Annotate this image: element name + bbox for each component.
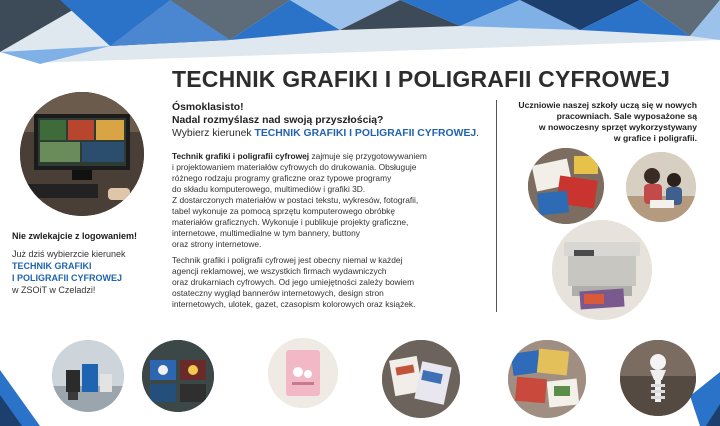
printer-photo	[552, 220, 652, 320]
left-caption-heading: Nie zwlekajcie z logowaniem!	[12, 231, 138, 241]
paragraph1-body: zajmuje się przygotowywaniem i projektowaniem materiałów cyfrowych do drukowania. Obsługuje różnego rodzaju programy graficzne oraz typowe programy do składu komputerowego, multimediów i grafiki 3D. Z dostarczonych materiałów w postaci tekstu, wykresów, fotografii, tabel wykonuje za pomocą sprzętu komputerowego obróbkę materiałów graficznych. Wykonuje i publikuje projekty graficzne, internetowe, multimedialne w tym bannery, buttony oraz strony internetowe.	[172, 151, 427, 249]
notebook-photo	[268, 338, 338, 408]
left-caption-highlight1: TECHNIK GRAFIKI	[12, 261, 92, 271]
intro-line3-suffix: .	[476, 128, 480, 139]
brochures-photo	[382, 340, 460, 418]
intro-line2: Nadal rozmyślasz nad swoją przyszłością?	[172, 115, 384, 126]
top-banner-decoration	[0, 0, 720, 64]
vertical-divider	[496, 100, 497, 312]
students-photo	[626, 152, 696, 222]
intro-text	[172, 101, 492, 140]
left-caption-highlight2: I POLIGRAFII CYFROWEJ	[12, 273, 123, 283]
intro-line3-highlight: TECHNIK GRAFIKI I POLIGRAFII CYFROWEJ	[254, 128, 477, 139]
stickers-photo	[142, 340, 214, 412]
left-caption-line1: Już dziś wybierzcie kierunek	[12, 249, 126, 259]
3d-print-objects-photo	[52, 340, 124, 412]
magazines-photo	[508, 340, 586, 418]
intro-line3	[172, 127, 492, 140]
computer-workstation-photo	[20, 92, 144, 216]
3d-printed-model-photo	[620, 340, 696, 416]
left-caption-line2: w ZSOiT w Czeladzi!	[12, 285, 96, 295]
paragraph1-lead: Technik grafiki i poligrafii cyfrowej	[172, 151, 310, 161]
right-caption: Uczniowie naszej szkoły uczą się w nowych pracowniach. Sale wyposażone są w nowoczesny sprzęt wykorzystywany w grafice i poligrafii.	[518, 100, 697, 143]
intro-line3-prefix: Wybierz kierunek	[172, 128, 255, 139]
description-paragraph-1	[172, 151, 492, 250]
left-caption	[12, 230, 172, 296]
description-paragraph-2: Technik grafiki i poligrafii cyfrowej jest obecny niemal w każdej agencji reklamowej, we wszystkich firmach wydawniczych oraz drukarniach cyfrowych. Od jego umiejętności zależy bowiem ostateczny wygląd bannerów internetowych, design stron internetowych, ulotek, gazet, czasopism kolorowych oraz książek.	[172, 255, 416, 309]
prints-photo	[528, 148, 604, 224]
page-title: TECHNIK GRAFIKI I POLIGRAFII CYFROWEJ	[172, 66, 671, 92]
intro-line1: Ósmoklasisto!	[172, 102, 244, 113]
